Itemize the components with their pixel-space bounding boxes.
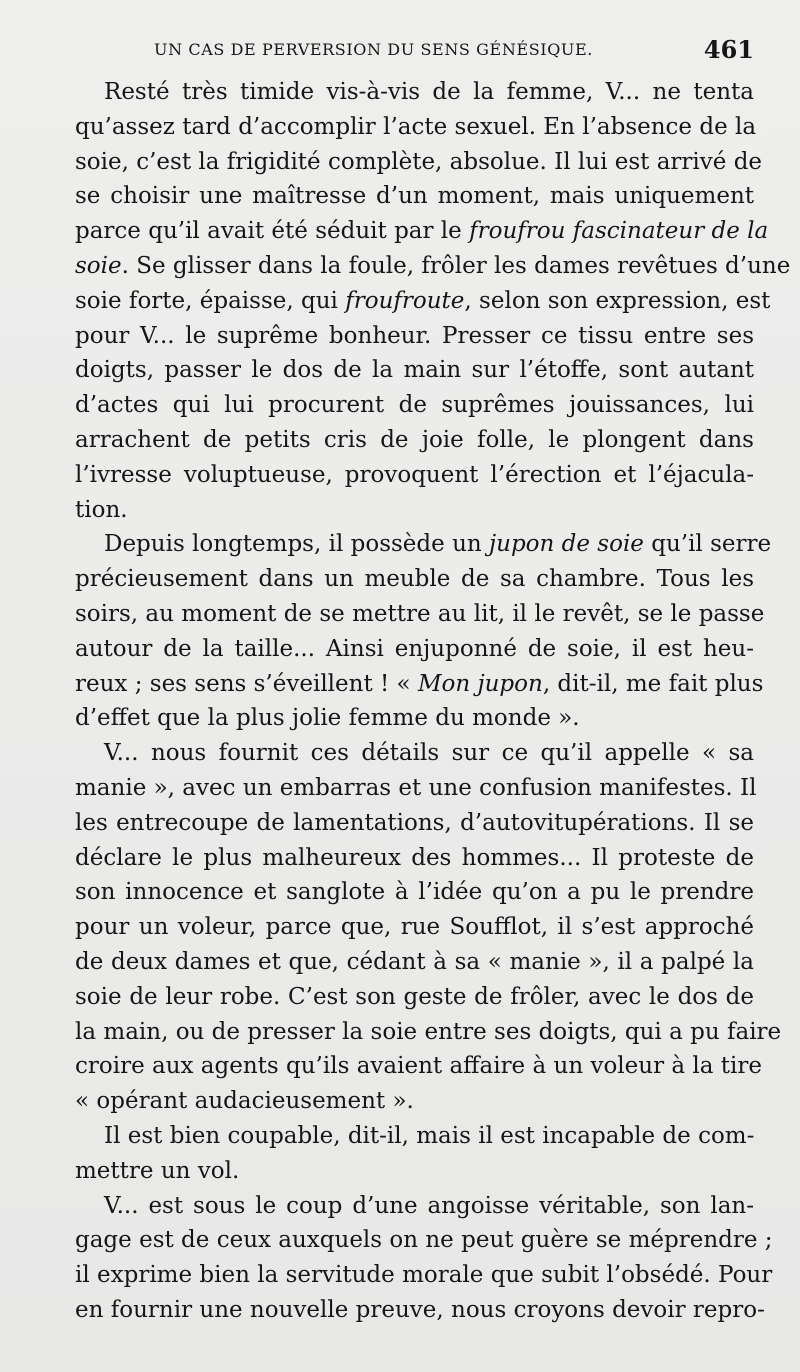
- text-line: [46, 632, 754, 667]
- text-run: d’effet que la plus jolie femme du monde ».: [75, 705, 580, 732]
- paragraph: [46, 1119, 754, 1189]
- text-run: . Se glisser dans la foule, frôler les dames revêtues d’une: [121, 252, 791, 279]
- text-line: [46, 667, 764, 702]
- text-run: V... est sous le coup d’une angoisse véritable, son lan-: [104, 1192, 754, 1219]
- text-run: V... nous fournit ces détails sur ce qu’il appelle « sa: [104, 740, 754, 767]
- page-number: 461: [703, 35, 754, 64]
- text-line: [46, 493, 754, 528]
- text-run: en fournir une nouvelle preuve, nous croyons devoir repro-: [75, 1296, 765, 1323]
- text-line: [46, 1049, 762, 1084]
- text-run: , dit-il, me fait plus: [542, 670, 764, 697]
- italic-run: froufroute: [345, 287, 465, 314]
- text-line: [46, 527, 772, 562]
- text-line: [46, 1084, 754, 1119]
- text-line: [46, 1293, 765, 1328]
- paragraph: [46, 736, 782, 1119]
- text-line: [46, 1223, 773, 1258]
- text-run: de deux dames et que, cédant à sa « manie », il a palpé la: [75, 948, 754, 975]
- text-run: arrachent de petits cris de joie folle, le plongent dans: [75, 426, 754, 453]
- text-run: son innocence et sanglote à l’idée qu’on a pu le prendre: [75, 879, 754, 906]
- text-run: pour V... le suprême bonheur. Presser ce tissu entre ses: [75, 322, 754, 349]
- text-run: se choisir une maîtresse d’un moment, mais uniquement: [75, 183, 754, 210]
- italic-run: jupon de soie: [489, 531, 644, 558]
- text-line: [46, 1258, 773, 1293]
- text-line: [46, 1189, 754, 1224]
- text-run: soie de leur robe. C’est son geste de frôler, avec le dos de: [75, 983, 754, 1010]
- text-line: [46, 771, 757, 806]
- text-run: autour de la taille... Ainsi enjuponné de soie, il est heu-: [75, 635, 754, 662]
- text-run: la main, ou de presser la soie entre ses doigts, qui a pu faire: [75, 1018, 782, 1045]
- text-line: [46, 701, 754, 736]
- text-line: [46, 284, 771, 319]
- text-line: [46, 110, 757, 145]
- text-line: [46, 179, 754, 214]
- text-run: soie, c’est la frigidité complète, absolue. Il lui est arrivé de: [75, 148, 763, 175]
- text-run: , selon son expression, est: [464, 287, 771, 314]
- text-line: [46, 75, 754, 110]
- text-run: les entrecoupe de lamentations, d’autovitupérations. Il se: [75, 809, 754, 836]
- text-line: [46, 423, 754, 458]
- text-line: [46, 736, 754, 771]
- text-line: [46, 945, 754, 980]
- text-run: qu’assez tard d’accomplir l’acte sexuel. En l’absence de la: [75, 113, 757, 140]
- running-title: UN CAS DE PERVERSION DU SENS GÉNÉSIQUE.: [154, 40, 593, 59]
- text-run: d’actes qui lui procurent de suprêmes jouissances, lui: [75, 392, 754, 419]
- body-text: [46, 75, 791, 1328]
- paragraph: [46, 1189, 773, 1328]
- text-run: soirs, au moment de se mettre au lit, il le revêt, se le passe: [75, 600, 765, 627]
- text-run: reux ; ses sens s’éveillent ! «: [75, 670, 418, 697]
- text-run: il exprime bien la servitude morale que subit l’obsédé. Pour: [75, 1262, 773, 1289]
- text-run: mettre un vol.: [75, 1157, 240, 1184]
- text-run: l’ivresse voluptueuse, provoquent l’érection et l’éjacula-: [75, 461, 754, 488]
- text-line: [46, 1154, 754, 1189]
- text-run: gage est de ceux auxquels on ne peut guère se méprendre ;: [75, 1227, 773, 1254]
- paragraph: [46, 527, 772, 736]
- italic-run: froufrou fascinateur de la: [469, 218, 769, 245]
- text-line: [46, 388, 754, 423]
- running-head: [46, 35, 754, 64]
- text-line: [46, 562, 754, 597]
- text-line: [46, 353, 754, 388]
- text-line: [46, 1015, 782, 1050]
- text-line: [46, 319, 754, 354]
- italic-run: Mon jupon: [417, 670, 543, 697]
- text-run: Il est bien coupable, dit-il, mais il est incapable de com-: [104, 1122, 755, 1149]
- text-run: croire aux agents qu’ils avaient affaire à un voleur à la tire: [75, 1053, 762, 1080]
- text-run: manie », avec un embarras et une confusion manifestes. Il: [75, 774, 757, 801]
- text-line: [46, 910, 754, 945]
- text-run: « opérant audacieusement ».: [75, 1088, 414, 1115]
- text-line: [46, 597, 765, 632]
- text-run: tion.: [75, 496, 128, 523]
- text-run: pour un voleur, parce que, rue Soufflot, il s’est approché: [75, 914, 754, 941]
- text-run: qu’il serre: [643, 531, 772, 558]
- text-line: [46, 875, 754, 910]
- text-run: déclare le plus malheureux des hommes... Il proteste de: [75, 844, 754, 871]
- text-line: [46, 841, 754, 876]
- italic-run: soie: [75, 252, 122, 279]
- text-run: parce qu’il avait été séduit par le: [75, 218, 470, 245]
- text-run: soie forte, épaisse, qui: [75, 287, 346, 314]
- text-line: [46, 249, 791, 284]
- text-line: [46, 458, 754, 493]
- text-run: Resté très timide vis-à-vis de la femme, V... ne tenta: [104, 79, 754, 105]
- text-run: doigts, passer le dos de la main sur l’étoffe, sont autant: [75, 357, 754, 384]
- paragraph: [46, 75, 791, 527]
- text-line: [46, 980, 754, 1015]
- text-run: précieusement dans un meuble de sa chambre. Tous les: [75, 566, 754, 593]
- text-run: Depuis longtemps, il possède un: [104, 531, 490, 558]
- text-line: [46, 806, 754, 841]
- text-line: [46, 214, 769, 249]
- text-line: [46, 1119, 754, 1154]
- text-line: [46, 145, 763, 180]
